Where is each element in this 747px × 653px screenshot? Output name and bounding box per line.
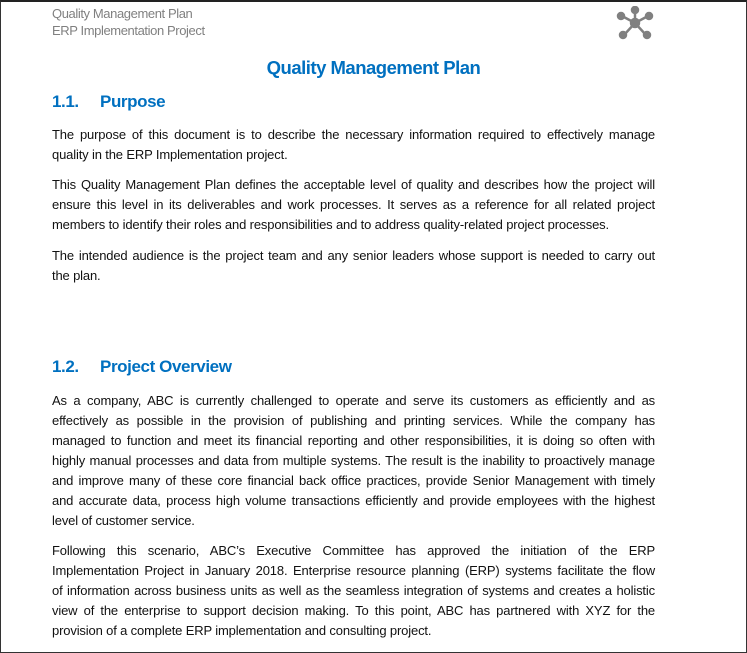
- paragraph: [52, 175, 655, 235]
- paragraph: [52, 246, 655, 286]
- text-line: Implementation Project in January 2018. Enterprise resource planning (ERP) systems facilitate the flow: [52, 563, 655, 578]
- text-line: Following this scenario, ABC’s Executive Committee has approved the initiation of the ERP: [52, 543, 655, 558]
- header-doc-title: Quality Management Plan: [52, 6, 193, 21]
- text-line: ensure this level in its deliverables and work processes. It serves as a reference for all related project: [52, 197, 655, 212]
- section-heading-purpose: [52, 92, 165, 112]
- page-header: [52, 5, 205, 39]
- text-line: view of the enterprise to support decision making. To this point, ABC has partnered with XYZ for the: [52, 603, 655, 618]
- text-line: highly manual processes and data from multiple systems. The result is the inability to proactively manage: [52, 453, 655, 468]
- text-line: of information across business units as well as the seamless integration of systems and creates a holistic: [52, 583, 655, 598]
- network-hub-icon: [616, 6, 654, 40]
- section-number: 1.1.: [52, 92, 79, 111]
- paragraph: [52, 391, 655, 531]
- header-project-name: ERP Implementation Project: [52, 23, 205, 38]
- text-line: level of customer service.: [52, 513, 195, 528]
- text-line: and accurate data, process high volume transactions efficiently and provide employees with the highest: [52, 493, 655, 508]
- text-line: The intended audience is the project team and any senior leaders whose support is needed to carry out: [52, 248, 655, 263]
- text-line: quality in the ERP Implementation project.: [52, 147, 288, 162]
- text-line: This Quality Management Plan defines the acceptable level of quality and describes how the project will: [52, 177, 655, 192]
- paragraph: [52, 125, 655, 165]
- text-line: the plan.: [52, 268, 101, 283]
- text-line: As a company, ABC is currently challenged to operate and serve its customers as efficiently and as: [52, 393, 655, 408]
- section-heading-project-overview: [52, 357, 232, 377]
- text-line: members to identify their roles and responsibilities and to address quality-related project processes.: [52, 217, 609, 232]
- text-line: provision of a complete ERP implementation and consulting project.: [52, 623, 432, 638]
- text-line: and improve many of these core financial back office practices, provide Senior Management with timely: [52, 473, 655, 488]
- text-line: The purpose of this document is to describe the necessary information required to effectively manage: [52, 127, 655, 142]
- paragraph: [52, 541, 655, 641]
- text-line: effectively as possible in the provision of publishing and printing services. While the company has: [52, 413, 655, 428]
- section-title: Project Overview: [100, 357, 232, 376]
- document-title: Quality Management Plan: [266, 57, 481, 78]
- section-number: 1.2.: [52, 357, 79, 376]
- section-title: Purpose: [100, 92, 166, 111]
- text-line: managed to function and meet its financial reporting and other responsibilities, it is doing so often with: [52, 433, 655, 448]
